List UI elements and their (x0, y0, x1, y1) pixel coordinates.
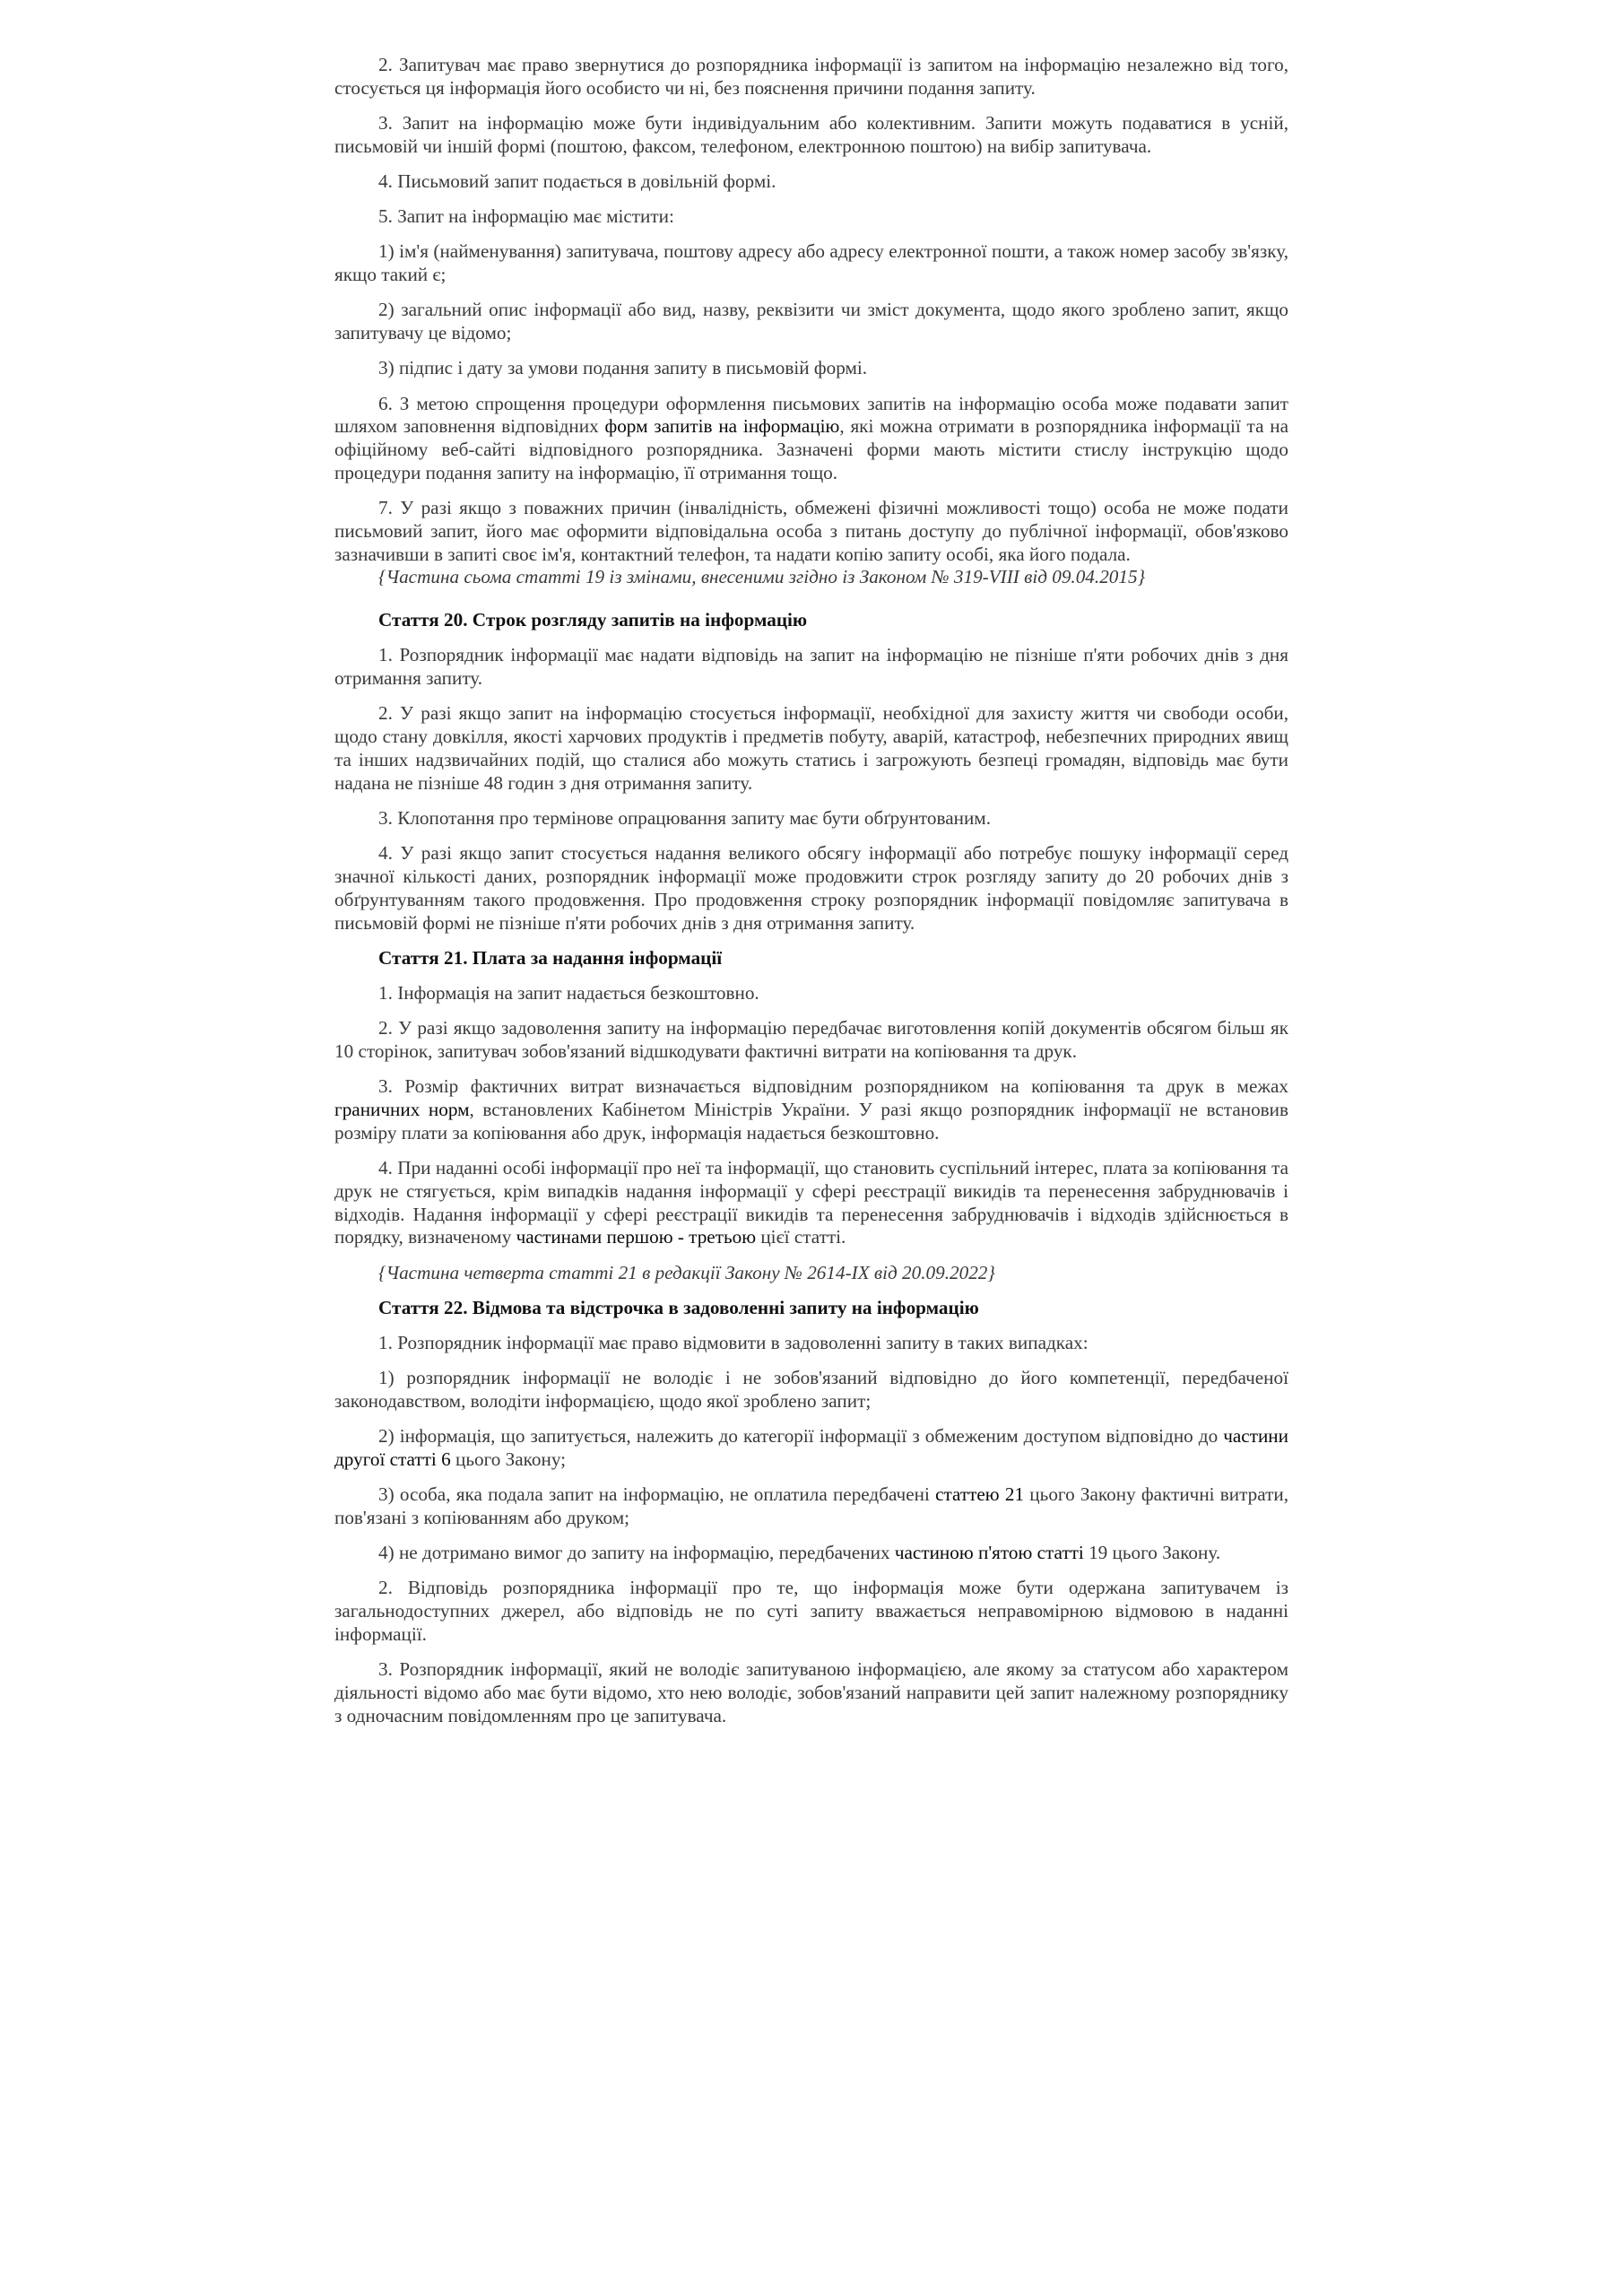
amendment-note-21-4: {Частина четверта статті 21 в редакції Закону № 2614-IX від 20.09.2022} (378, 1261, 995, 1283)
article-22 (334, 1297, 1288, 1728)
paragraph-22-3: 3. Розпорядник інформації, який не володіє запитуваною інформацією, але якому за статусом або характером діяльності відомо або має бути відомо, хто нею володіє, зобов'язаний направити цей запит належному розпоряднику з одночасним повідомленням про це запитувача. (334, 1657, 1288, 1726)
article-heading-20: Стаття 20. Строк розгляду запитів на інформацію (378, 609, 808, 631)
paragraph-20-1: 1. Розпорядник інформації має надати відповідь на запит на інформацію не пізніше п'яти робочих днів з дня отримання запиту. (334, 644, 1288, 690)
paragraph-19-2: 2. Запитувач має право звернутися до розпорядника інформації із запитом на інформацію незалежно від того, стосується ця інформація його особисто чи ні, без пояснення причини подання запиту. (334, 54, 1288, 99)
paragraph-text: 3) особа, яка подала запит на інформацію, не оплатила передбачені (378, 1483, 936, 1506)
paragraph-text: 6. З метою спрощення процедури оформлення письмових запитів на інформацію особа може подавати запит шляхом заповнення відповідних (334, 392, 1288, 438)
paragraph-20-4: 4. У разі якщо запит стосується надання великого обсягу інформації або потребує пошуку інформації серед значної кількості даних, розпорядник інформації може продовжити строк розгляду запиту до 20 робочих днів з обґрунтуванням такого продовження. Про продовження строку розпорядник інформації повідомляє запитувача в письмовій формі не пізніше п'яти робочих днів з дня отримання запиту. (334, 842, 1288, 934)
paragraph-text: цього Закону фактичні витрати, пов'язані з копіюванням або друком; (334, 1483, 1289, 1528)
paragraph-19-6 (334, 393, 1288, 485)
paragraph-20-3: 3. Клопотання про термінове опрацювання запиту має бути обґрунтованим. (378, 807, 991, 830)
article-20 (334, 609, 1288, 935)
amendment-note-19-7: {Частина сьома статті 19 із змінами, внесеними згідно із Законом № 319-VIII від 09.04.2015} (378, 566, 1146, 588)
paragraph-text: , які можна отримати в розпорядника інформації та на офіційному веб-сайті відповідного розпорядника. Зазначені форми мають містити стислу інструкцію щодо процедури подання запиту на інформацію, її отримання тощо. (334, 415, 1288, 483)
paragraph-19-3: 3. Запит на інформацію може бути індивідуальним або колективним. Запити можуть подаватися в усній, письмовій чи іншій формі (поштою, факсом, телефоном, електронною поштою) на вибір запитувача. (334, 111, 1288, 157)
article-21 (334, 947, 1288, 1285)
paragraph-text: , встановлених Кабінетом Міністрів України. У разі якщо розпорядник інформації не встановив розміру плати за копіювання або друк, інформація надається безкоштовно. (334, 1098, 1289, 1144)
paragraph-20-2: 2. У разі якщо запит на інформацію стосується інформації, необхідної для захисту життя чи свободи особи, щодо стану довкілля, якості харчових продуктів і предметів побуту, аварій, катастроф, небезпечних природних явищ та інших надзвичайних подій, що сталися або можуть статись і загрожують безпеці громадян, відповідь має бути надана не пізніше 48 годин з дня отримання запиту. (334, 702, 1288, 794)
list-item-22-1-1: 1) розпорядник інформації не володіє і не зобов'язаний відповідно до його компетенції, передбаченої законодавством, володіти інформацією, щодо якої зроблено запит; (334, 1367, 1288, 1412)
article-heading-21: Стаття 21. Плата за надання інформації (378, 946, 723, 969)
link-request-forms[interactable]: форм запитів на інформацію (604, 415, 840, 438)
paragraph-text: 4) не дотримано вимог до запиту на інформацію, передбачених (378, 1542, 895, 1564)
paragraph-text: 3. Розмір фактичних витрат визначається відповідним розпорядником на копіювання та друк в межах (378, 1075, 1288, 1098)
paragraph-19-7: 7. У разі якщо з поважних причин (інвалідність, обмежені фізичні можливості тощо) особа не може подати письмовий запит, його має оформити відповідальна особа з питань доступу до публічної інформації, обов'язково зазначивши в запиті своє ім'я, контактний телефон, та надати копію запиту особі, яка його подала. (334, 497, 1288, 565)
list-item-22-1-3 (334, 1483, 1288, 1530)
paragraph-19-4: 4. Письмовий запит подається в довільній формі. (378, 170, 776, 192)
paragraph-text: 2) інформація, що запитується, належить до категорії інформації з обмеженим доступом відповідно до (378, 1425, 1224, 1448)
paragraph-text: 4. При наданні особі інформації про неї та інформації, що становить суспільний інтерес, плата за копіювання та друк не стягується, крім випадків надання інформації у сфері реєстрації викидів та перенесення забруднювачів і відходів. Надання інформації у сфері реєстрації викидів та перенесення забруднювачів і відходів здійснюється в порядку, визначеному (334, 1156, 1288, 1248)
link-article-19-part-5[interactable]: частиною п'ятою статті (894, 1542, 1084, 1564)
paragraph-19-5: 5. Запит на інформацію має містити: (378, 205, 674, 228)
paragraph-text: цієї статті. (756, 1226, 846, 1248)
article-19-continuation (334, 54, 1288, 589)
list-item-22-1-4 (334, 1542, 1288, 1565)
paragraph-22-1: 1. Розпорядник інформації має право відмовити в задоволенні запиту в таких випадках: (378, 1331, 1089, 1353)
article-heading-22: Стаття 22. Відмова та відстрочка в задоволенні запиту на інформацію (378, 1296, 979, 1318)
link-article-6-part-2[interactable]: частини другої статті 6 (334, 1425, 1288, 1470)
link-parts-one-three[interactable]: частинами першою - третьою (516, 1226, 757, 1248)
paragraph-22-2: 2. Відповідь розпорядника інформації про те, що інформація може бути одержана запитувачем із загальнодоступних джерел, або відповідь не по суті запиту вважається неправомірною відмовою в наданні інформації. (334, 1577, 1288, 1645)
document-page (334, 54, 1288, 1740)
paragraph-21-3 (334, 1075, 1288, 1144)
link-article-21[interactable]: статтею 21 (935, 1483, 1025, 1506)
paragraph-21-1: 1. Інформація на запит надається безкоштовно. (378, 981, 759, 1004)
paragraph-21-2: 2. У разі якщо задоволення запиту на інформацію передбачає виготовлення копій документів обсягом більш як 10 сторінок, запитувач зобов'язаний відшкодувати фактичні витрати на копіювання та друк. (334, 1017, 1288, 1062)
list-item-19-5-3: 3) підпис і дату за умови подання запиту в письмовій формі. (378, 357, 868, 379)
paragraph-text: цього Закону; (450, 1448, 567, 1470)
list-item-22-1-2 (334, 1425, 1288, 1472)
link-limit-norms[interactable]: граничних норм (334, 1098, 470, 1120)
list-item-19-5-2: 2) загальний опис інформації або вид, назву, реквізити чи зміст документа, щодо якого зроблено запит, якщо запитувачу це відомо; (334, 299, 1288, 344)
paragraph-text: 19 цього Закону. (1083, 1542, 1221, 1564)
paragraph-21-4 (334, 1157, 1288, 1249)
list-item-19-5-1: 1) ім'я (найменування) запитувача, поштову адресу або адресу електронної пошти, а також номер засобу зв'язку, якщо такий є; (334, 240, 1288, 286)
